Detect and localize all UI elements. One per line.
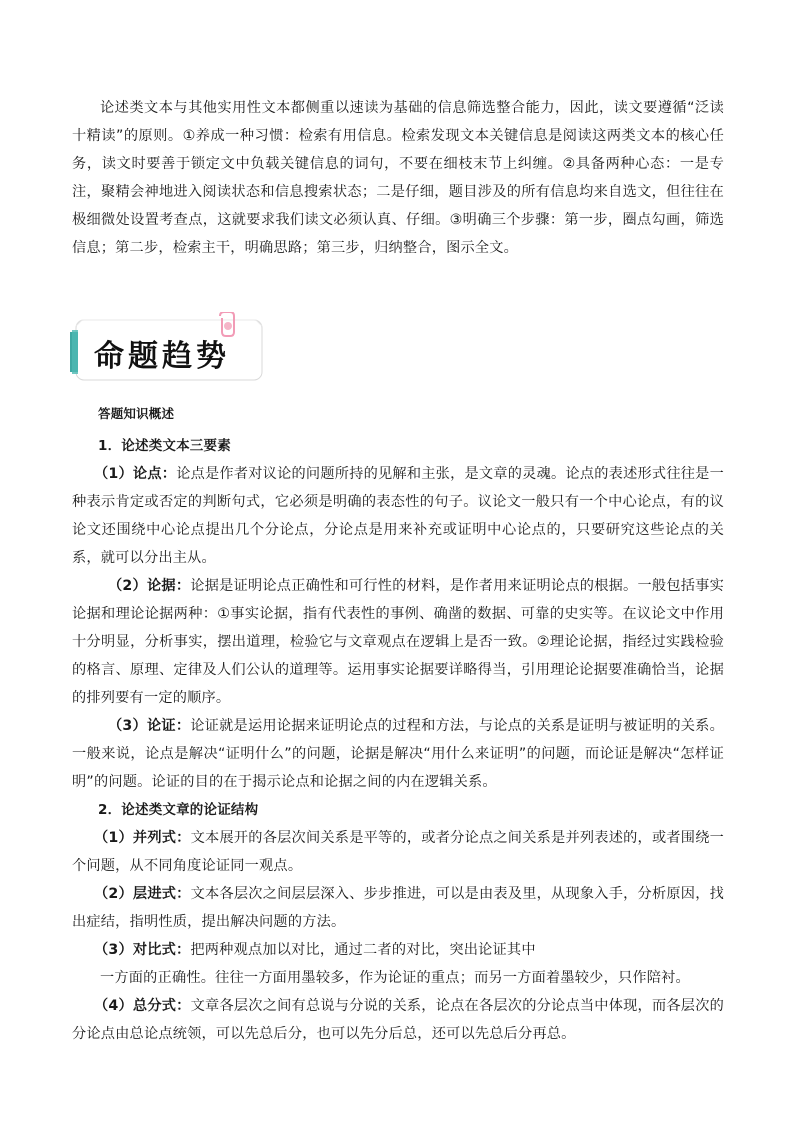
part2-item-1: （1）并列式：文本展开的各层次间关系是平等的，或者分论点之间关系是并列表述的，或者围绕一个问题，从不同角度论证同一观点。: [72, 830, 724, 874]
part2-item-2: （2）层进式：文本各层次之间层层深入、步步推进，可以是由表及里，从现象入手，分析原因，找出症结，指明性质，提出解决问题的方法。: [72, 886, 724, 930]
part1-item-1: （1）论点：论点是作者对议论的问题所持的见解和主张，是文章的灵魂。论点的表述形式往往是一种表示肯定或否定的判断句式，它必须是明确的表态性的句子。议论文一般只有一个中心论点，有的议论文还围绕中心论点提出几个分论点，分论点是用来补充或证明中心论点的，只要研究这些论点的关系，就可以分出主从。: [72, 466, 724, 566]
part2-item-3-cont: 一方面的正确性。往往一方面用墨较多，作为论证的重点；而另一方面着墨较少，只作陪衬。: [100, 970, 690, 986]
intro-block: [72, 94, 724, 262]
part1-heading: 1．论述类文本三要素: [98, 438, 231, 454]
part2-heading: 2．论述类文章的论证结构: [98, 802, 259, 818]
section-title: 命题趋势: [94, 339, 230, 374]
intro-paragraph: 论述类文本与其他实用性文本都侧重以速读为基础的信息筛选整合能力，因此，读文要遵循“泛读十精读”的原则。①养成一种习惯：检索有用信息。检索发现文本关键信息是阅读这两类文本的核心任务，读文时要善于锁定文中负载关键信息的词句，不要在细枝末节上纠缠。②具备两种心态：一是专注，聚精会神地进入阅读状态和信息搜索状态；二是仔细，题目涉及的所有信息均来自选文，但往往在极细微处设置考查点，这就要求我们读文必须认真、仔细。③明确三个步骤：第一步，圈点勾画，筛选信息；第二步，检索主干，明确思路；第三步，归纳整合，图示全文。: [72, 100, 724, 256]
part1-item-3: （3）论证：论证就是运用论据来证明论点的过程和方法，与论点的关系是证明与被证明的关系。一般来说，论点是解决“证明什么”的问题，论据是解决“用什么来证明”的问题，而论证是解决“怎样证明”的问题。论证的目的在于揭示论点和论据之间的内在逻辑关系。: [72, 718, 724, 790]
part1-item-2: （2）论据：论据是证明论点正确性和可行性的材料，是作者用来证明论点的根据。一般包括事实论据和理论论据两种：①事实论据，指有代表性的事例、确凿的数据、可靠的史实等。在议论文中作用十分明显，分析事实，摆出道理，检验它与文章观点在逻辑上是否一致。②理论论据，指经过实践检验的格言、原理、定律及人们公认的道理等。运用事实论据要详略得当，引用理论论据要准确恰当，论据的排列要有一定的顺序。: [72, 578, 724, 706]
part2-item-3: （3）对比式：把两种观点加以对比，通过二者的对比，突出论证其中: [94, 942, 536, 958]
overview-heading: 答题知识概述: [98, 406, 175, 421]
main-content: [72, 400, 724, 1048]
part2-item-4: （4）总分式：文章各层次之间有总说与分说的关系，论点在各层次的分论点当中体现，而各层次的分论点由总论点统领，可以先总后分，也可以先分后总，还可以先总后分再总。: [72, 998, 724, 1042]
